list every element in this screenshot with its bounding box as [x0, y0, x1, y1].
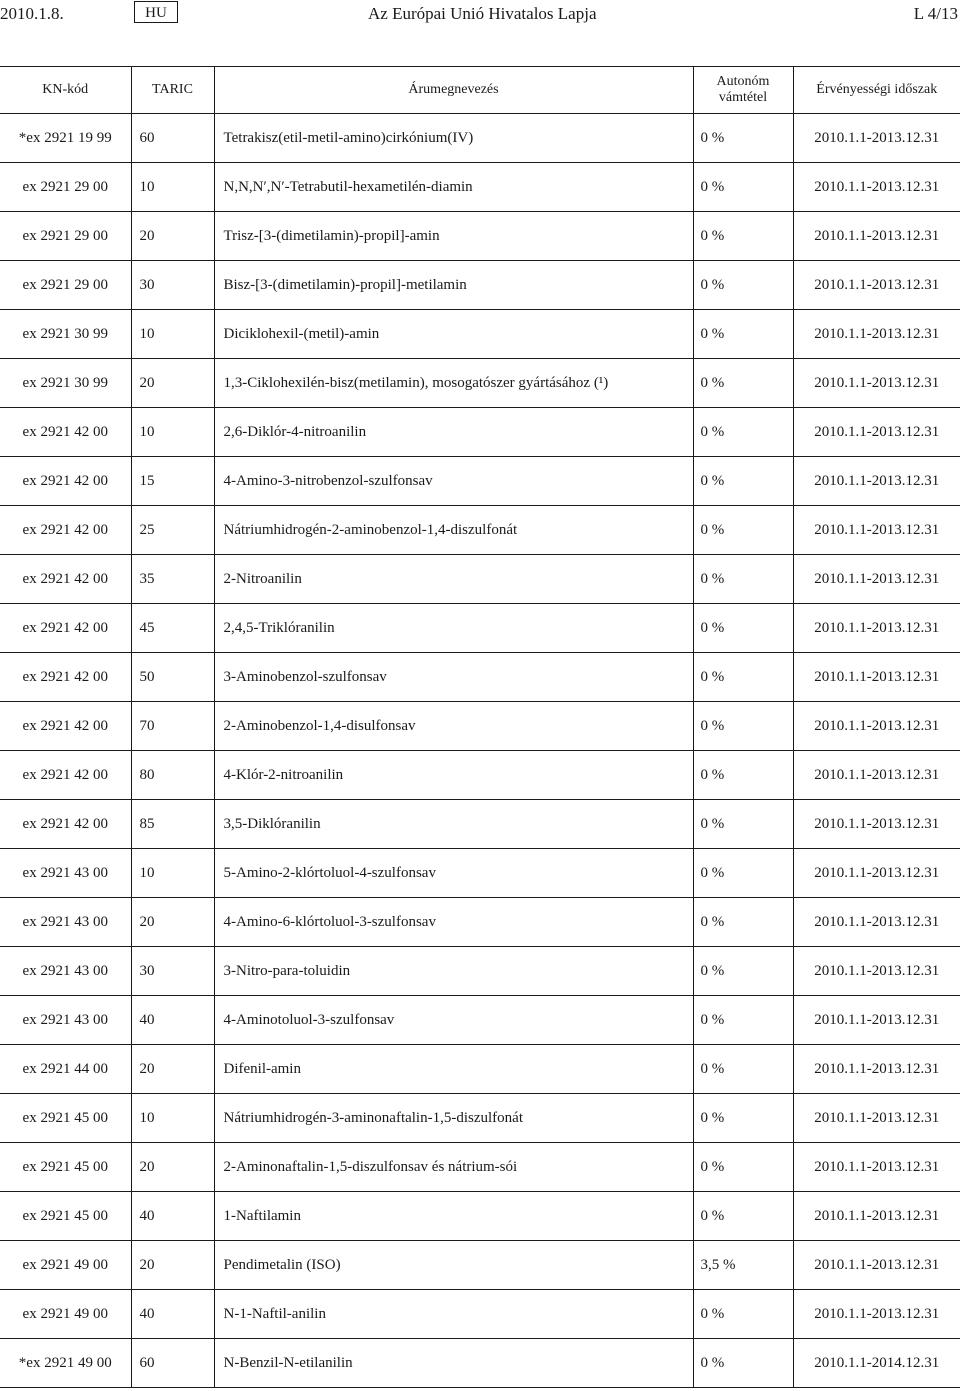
cell-kn-code: ex 2921 45 00: [0, 1143, 131, 1192]
cell-description: Tetrakisz(etil-metil-amino)cirkónium(IV): [214, 114, 693, 163]
table-row: [0, 702, 960, 751]
cell-duty-rate: 0 %: [693, 800, 793, 849]
cell-description: 3-Nitro-para-toluidin: [214, 947, 693, 996]
table-row: [0, 653, 960, 702]
table-row: [0, 1339, 960, 1388]
cell-taric-code: 10: [131, 310, 214, 359]
cell-validity-period: 2010.1.1-2013.12.31: [793, 751, 960, 800]
cell-taric-code: 20: [131, 1241, 214, 1290]
cell-kn-code: ex 2921 42 00: [0, 751, 131, 800]
column-header-description: Árumegnevezés: [214, 67, 693, 114]
cell-duty-rate: 0 %: [693, 1045, 793, 1094]
cell-kn-code: ex 2921 42 00: [0, 702, 131, 751]
cell-duty-rate: 0 %: [693, 702, 793, 751]
cell-description: Bisz-[3-(dimetilamin)-propil]-metilamin: [214, 261, 693, 310]
cell-description: Nátriumhidrogén-2-aminobenzol-1,4-diszulfonát: [214, 506, 693, 555]
cell-taric-code: 40: [131, 1192, 214, 1241]
cell-kn-code: *ex 2921 19 99: [0, 114, 131, 163]
cell-duty-rate: 0 %: [693, 163, 793, 212]
cell-duty-rate: 0 %: [693, 1192, 793, 1241]
cell-validity-period: 2010.1.1-2013.12.31: [793, 359, 960, 408]
cell-description: Nátriumhidrogén-3-aminonaftalin-1,5-diszulfonát: [214, 1094, 693, 1143]
cell-taric-code: 50: [131, 653, 214, 702]
cell-validity-period: 2010.1.1-2013.12.31: [793, 310, 960, 359]
table-header-row: [0, 67, 960, 114]
table-row: [0, 1192, 960, 1241]
cell-validity-period: 2010.1.1-2013.12.31: [793, 653, 960, 702]
cell-duty-rate: 0 %: [693, 555, 793, 604]
cell-taric-code: 35: [131, 555, 214, 604]
cell-duty-rate: 0 %: [693, 310, 793, 359]
cell-kn-code: ex 2921 29 00: [0, 212, 131, 261]
tariff-table-body: [0, 114, 960, 1388]
cell-validity-period: 2010.1.1-2013.12.31: [793, 1143, 960, 1192]
cell-taric-code: 20: [131, 1143, 214, 1192]
cell-description: 2,4,5-Triklóranilin: [214, 604, 693, 653]
cell-kn-code: ex 2921 42 00: [0, 800, 131, 849]
table-row: [0, 849, 960, 898]
cell-duty-rate: 0 %: [693, 1290, 793, 1339]
table-row: [0, 261, 960, 310]
cell-description: 2-Nitroanilin: [214, 555, 693, 604]
language-badge: HU: [134, 1, 178, 23]
cell-validity-period: 2010.1.1-2013.12.31: [793, 114, 960, 163]
publication-date: 2010.1.8.: [0, 4, 64, 23]
cell-kn-code: ex 2921 30 99: [0, 310, 131, 359]
cell-validity-period: 2010.1.1-2013.12.31: [793, 1290, 960, 1339]
cell-duty-rate: 3,5 %: [693, 1241, 793, 1290]
cell-validity-period: 2010.1.1-2013.12.31: [793, 408, 960, 457]
cell-validity-period: 2010.1.1-2013.12.31: [793, 555, 960, 604]
cell-duty-rate: 0 %: [693, 996, 793, 1045]
table-row: [0, 310, 960, 359]
cell-validity-period: 2010.1.1-2013.12.31: [793, 800, 960, 849]
column-header-taric: TARIC: [131, 67, 214, 114]
table-row: [0, 604, 960, 653]
column-header-rate-line2: vámtétel: [718, 90, 768, 105]
cell-validity-period: 2010.1.1-2013.12.31: [793, 996, 960, 1045]
cell-taric-code: 10: [131, 408, 214, 457]
cell-validity-period: 2010.1.1-2013.12.31: [793, 604, 960, 653]
table-row: [0, 947, 960, 996]
cell-taric-code: 10: [131, 163, 214, 212]
cell-duty-rate: 0 %: [693, 261, 793, 310]
cell-validity-period: 2010.1.1-2014.12.31: [793, 1339, 960, 1388]
cell-kn-code: ex 2921 29 00: [0, 163, 131, 212]
cell-description: 4-Amino-3-nitrobenzol-szulfonsav: [214, 457, 693, 506]
cell-kn-code: ex 2921 29 00: [0, 261, 131, 310]
cell-description: 1-Naftilamin: [214, 1192, 693, 1241]
cell-duty-rate: 0 %: [693, 751, 793, 800]
cell-kn-code: ex 2921 42 00: [0, 457, 131, 506]
table-row: [0, 1094, 960, 1143]
cell-validity-period: 2010.1.1-2013.12.31: [793, 212, 960, 261]
journal-title: Az Európai Unió Hivatalos Lapja: [368, 4, 597, 23]
cell-kn-code: ex 2921 49 00: [0, 1241, 131, 1290]
cell-validity-period: 2010.1.1-2013.12.31: [793, 457, 960, 506]
cell-kn-code: ex 2921 42 00: [0, 653, 131, 702]
table-row: [0, 408, 960, 457]
column-header-period: Érvényességi időszak: [793, 67, 960, 114]
cell-description: Difenil-amin: [214, 1045, 693, 1094]
cell-kn-code: ex 2921 30 99: [0, 359, 131, 408]
page-header: [0, 0, 960, 34]
cell-description: 2-Aminonaftalin-1,5-diszulfonsav és nátrium-sói: [214, 1143, 693, 1192]
cell-taric-code: 85: [131, 800, 214, 849]
cell-taric-code: 20: [131, 1045, 214, 1094]
cell-taric-code: 20: [131, 898, 214, 947]
cell-duty-rate: 0 %: [693, 849, 793, 898]
cell-validity-period: 2010.1.1-2013.12.31: [793, 702, 960, 751]
cell-kn-code: *ex 2921 49 00: [0, 1339, 131, 1388]
table-row: [0, 1143, 960, 1192]
cell-duty-rate: 0 %: [693, 898, 793, 947]
table-row: [0, 212, 960, 261]
table-row: [0, 898, 960, 947]
table-row: [0, 1290, 960, 1339]
cell-duty-rate: 0 %: [693, 653, 793, 702]
cell-taric-code: 80: [131, 751, 214, 800]
cell-description: 4-Klór-2-nitroanilin: [214, 751, 693, 800]
cell-taric-code: 15: [131, 457, 214, 506]
cell-duty-rate: 0 %: [693, 947, 793, 996]
cell-kn-code: ex 2921 42 00: [0, 408, 131, 457]
cell-validity-period: 2010.1.1-2013.12.31: [793, 1094, 960, 1143]
table-row: [0, 996, 960, 1045]
table-row: [0, 457, 960, 506]
table-row: [0, 1045, 960, 1094]
cell-validity-period: 2010.1.1-2013.12.31: [793, 1192, 960, 1241]
cell-taric-code: 10: [131, 1094, 214, 1143]
column-header-rate-line1: Autonóm: [716, 74, 770, 89]
cell-duty-rate: 0 %: [693, 408, 793, 457]
cell-taric-code: 60: [131, 1339, 214, 1388]
page-reference: L 4/13: [913, 4, 958, 23]
cell-taric-code: 10: [131, 849, 214, 898]
cell-validity-period: 2010.1.1-2013.12.31: [793, 1241, 960, 1290]
cell-kn-code: ex 2921 45 00: [0, 1192, 131, 1241]
cell-duty-rate: 0 %: [693, 506, 793, 555]
cell-kn-code: ex 2921 43 00: [0, 947, 131, 996]
cell-taric-code: 30: [131, 261, 214, 310]
cell-duty-rate: 0 %: [693, 1094, 793, 1143]
cell-duty-rate: 0 %: [693, 1143, 793, 1192]
cell-duty-rate: 0 %: [693, 1339, 793, 1388]
cell-validity-period: 2010.1.1-2013.12.31: [793, 898, 960, 947]
cell-duty-rate: 0 %: [693, 212, 793, 261]
cell-kn-code: ex 2921 42 00: [0, 506, 131, 555]
cell-taric-code: 40: [131, 1290, 214, 1339]
cell-validity-period: 2010.1.1-2013.12.31: [793, 163, 960, 212]
cell-kn-code: ex 2921 45 00: [0, 1094, 131, 1143]
cell-kn-code: ex 2921 49 00: [0, 1290, 131, 1339]
cell-description: 3,5-Diklóranilin: [214, 800, 693, 849]
cell-duty-rate: 0 %: [693, 604, 793, 653]
cell-duty-rate: 0 %: [693, 359, 793, 408]
table-row: [0, 751, 960, 800]
column-header-kn: KN-kód: [0, 67, 131, 114]
column-header-rate: [693, 67, 793, 114]
cell-kn-code: ex 2921 42 00: [0, 604, 131, 653]
cell-description: 2-Aminobenzol-1,4-disulfonsav: [214, 702, 693, 751]
cell-taric-code: 45: [131, 604, 214, 653]
cell-taric-code: 60: [131, 114, 214, 163]
cell-duty-rate: 0 %: [693, 114, 793, 163]
cell-taric-code: 25: [131, 506, 214, 555]
cell-taric-code: 40: [131, 996, 214, 1045]
table-row: [0, 1241, 960, 1290]
cell-description: 4-Aminotoluol-3-szulfonsav: [214, 996, 693, 1045]
cell-kn-code: ex 2921 43 00: [0, 849, 131, 898]
cell-description: 4-Amino-6-klórtoluol-3-szulfonsav: [214, 898, 693, 947]
table-row: [0, 506, 960, 555]
cell-validity-period: 2010.1.1-2013.12.31: [793, 261, 960, 310]
cell-kn-code: ex 2921 42 00: [0, 555, 131, 604]
cell-description: N-Benzil-N-etilanilin: [214, 1339, 693, 1388]
table-row: [0, 359, 960, 408]
cell-kn-code: ex 2921 43 00: [0, 898, 131, 947]
cell-description: Diciklohexil-(metil)-amin: [214, 310, 693, 359]
cell-validity-period: 2010.1.1-2013.12.31: [793, 1045, 960, 1094]
cell-description: Pendimetalin (ISO): [214, 1241, 693, 1290]
tariff-table: [0, 66, 960, 1388]
cell-duty-rate: 0 %: [693, 457, 793, 506]
table-row: [0, 800, 960, 849]
cell-description: 2,6-Diklór-4-nitroanilin: [214, 408, 693, 457]
cell-description: N,N,N′,N′-Tetrabutil-hexametilén-diamin: [214, 163, 693, 212]
cell-description: Trisz-[3-(dimetilamin)-propil]-amin: [214, 212, 693, 261]
cell-validity-period: 2010.1.1-2013.12.31: [793, 947, 960, 996]
table-row: [0, 163, 960, 212]
cell-description: 3-Aminobenzol-szulfonsav: [214, 653, 693, 702]
cell-kn-code: ex 2921 44 00: [0, 1045, 131, 1094]
cell-description: N-1-Naftil-anilin: [214, 1290, 693, 1339]
table-row: [0, 555, 960, 604]
cell-description: 1,3-Ciklohexilén-bisz(metilamin), mosogatószer gyártásához (¹): [214, 359, 693, 408]
cell-validity-period: 2010.1.1-2013.12.31: [793, 849, 960, 898]
cell-kn-code: ex 2921 43 00: [0, 996, 131, 1045]
cell-taric-code: 30: [131, 947, 214, 996]
cell-validity-period: 2010.1.1-2013.12.31: [793, 506, 960, 555]
table-row: [0, 114, 960, 163]
cell-description: 5-Amino-2-klórtoluol-4-szulfonsav: [214, 849, 693, 898]
cell-taric-code: 20: [131, 359, 214, 408]
cell-taric-code: 20: [131, 212, 214, 261]
cell-taric-code: 70: [131, 702, 214, 751]
